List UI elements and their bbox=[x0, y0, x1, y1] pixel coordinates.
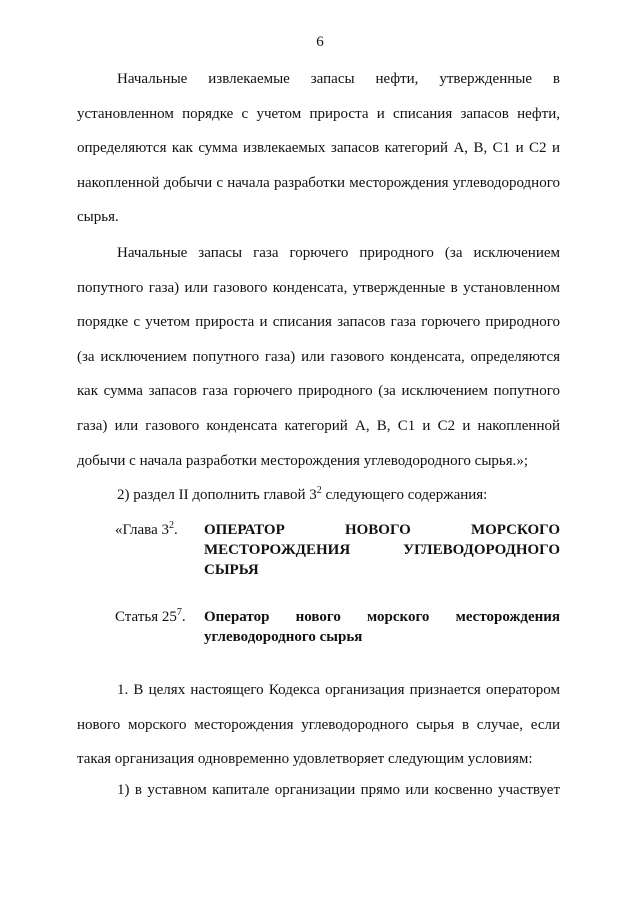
text-line: (за исключением попутного газа) или газового конденсата, определяются bbox=[77, 348, 560, 365]
paragraph-operator-definition bbox=[77, 673, 560, 777]
chapter-title-line: СЫРЬЯ bbox=[204, 562, 259, 578]
page-number: 6 bbox=[316, 34, 324, 50]
text-line: нового морского месторождения углеводородного сырья в случае, если bbox=[77, 716, 560, 733]
article-label-suffix: . bbox=[181, 609, 186, 625]
text-line: 1) в уставном капитале организации прямо или косвенно участвует bbox=[117, 782, 560, 798]
chapter-label-prefix: «Глава 3 bbox=[115, 522, 169, 538]
text-line: Начальные извлекаемые запасы нефти, утвержденные в bbox=[117, 71, 560, 87]
text-line bbox=[77, 478, 560, 513]
text-line: Начальные запасы газа горючего природного (за исключением bbox=[117, 245, 560, 261]
text-line: попутного газа) или газового конденсата, утвержденные в установленном bbox=[77, 279, 560, 296]
paragraph-condition-1 bbox=[77, 773, 560, 808]
article-title-line: Оператор нового морского месторождения bbox=[204, 609, 560, 625]
chapter-title-line: ОПЕРАТОР НОВОГО МОРСКОГО bbox=[204, 522, 560, 538]
article-title-line: углеводородного сырья bbox=[204, 629, 363, 645]
text-line: как сумма запасов газа горючего природного (за исключением попутного bbox=[77, 383, 560, 400]
text-line: накопленной добычи с начала разработки месторождения углеводородного bbox=[77, 174, 560, 191]
text-line: 1. В целях настоящего Кодекса организация признается оператором bbox=[117, 682, 560, 698]
paragraph-initial-oil-reserves bbox=[77, 62, 560, 235]
paragraph-initial-gas-reserves bbox=[77, 236, 560, 478]
chapter-label bbox=[115, 520, 178, 540]
chapter-title-line: МЕСТОРОЖДЕНИЯ УГЛЕВОДОРОДНОГО bbox=[204, 542, 560, 558]
text-line: газа) или газового конденсата категорий А, В, С1 и С2 и накопленной bbox=[77, 417, 560, 434]
article-label-prefix: Статья 25 bbox=[115, 609, 177, 625]
text-line: установленном порядке с учетом прироста и списания запасов нефти, bbox=[77, 105, 560, 122]
chapter-label-superscript: 2 bbox=[168, 520, 174, 531]
text-line: порядке с учетом прироста и списания запасов газа горючего природного bbox=[77, 314, 560, 331]
article-label-superscript: 7 bbox=[176, 607, 182, 618]
paragraph-item-2 bbox=[77, 478, 560, 513]
article-label bbox=[115, 607, 186, 627]
text-line: определяются как сумма извлекаемых запасов категорий А, В, С1 и С2 и bbox=[77, 140, 560, 157]
item2-prefix: 2) раздел II дополнить главой 3 bbox=[117, 487, 317, 503]
article-title bbox=[204, 607, 560, 647]
text-line: добычи с начала разработки месторождения углеводородного сырья.»; bbox=[77, 452, 529, 469]
chapter-title bbox=[204, 520, 560, 580]
text-line: сырья. bbox=[77, 209, 119, 226]
text-line: такая организация одновременно удовлетворяет следующим условиям: bbox=[77, 751, 533, 768]
chapter-label-suffix: . bbox=[173, 522, 178, 538]
item2-suffix: следующего содержания: bbox=[321, 487, 488, 503]
item2-superscript: 2 bbox=[316, 485, 322, 496]
